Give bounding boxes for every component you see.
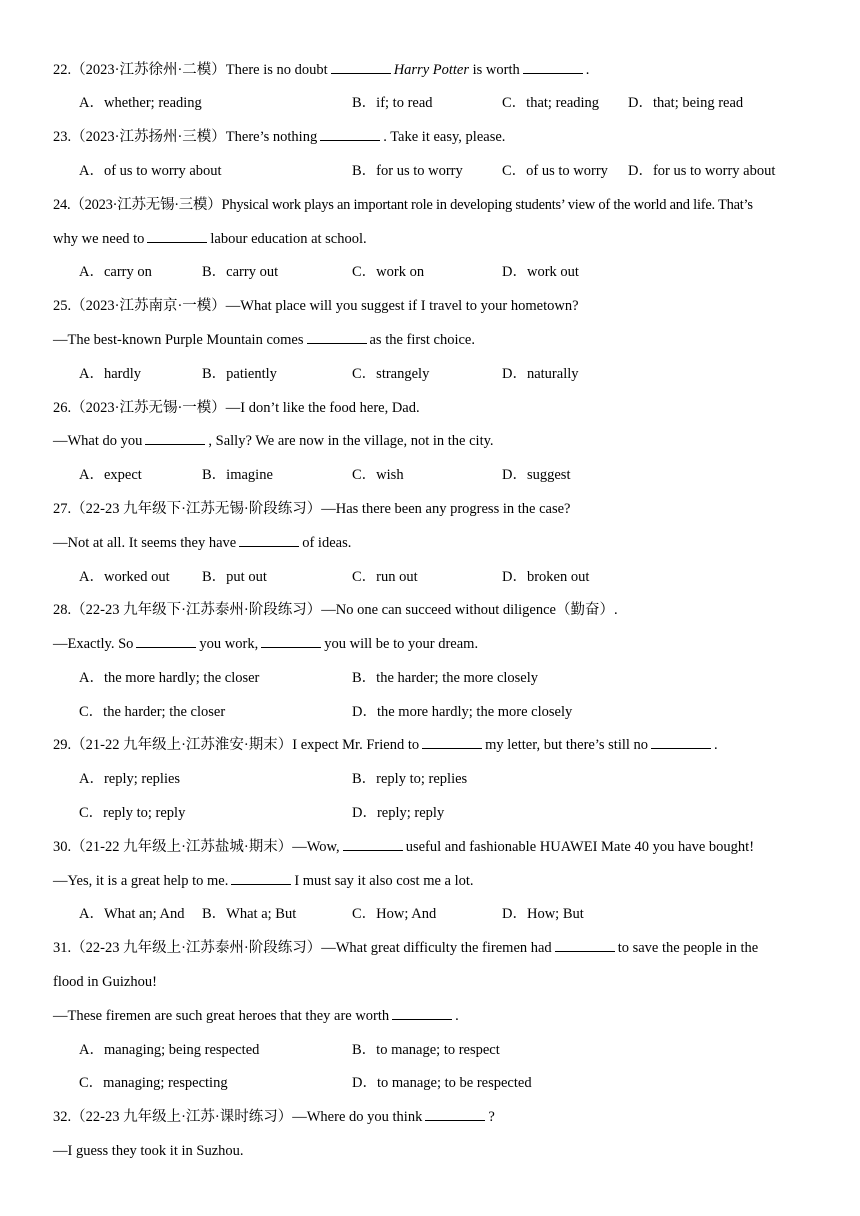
question-source: （2023·江苏无锡·一模）: [71, 400, 226, 416]
question-23: 23.（2023·江苏扬州·三模）There’s nothing . Take it easy, please.: [53, 129, 506, 145]
option-b: B．to manage; to respect: [352, 1042, 500, 1058]
option-a: A．whether; reading: [79, 95, 202, 111]
answer-blank: [231, 871, 291, 885]
option-c: C．How; And: [352, 906, 437, 922]
option-d: D．work out: [502, 264, 579, 280]
answer-blank: [147, 229, 207, 243]
question-source: （22-23 九年级下·江苏泰州·阶段练习）: [71, 602, 322, 618]
option-c: C．reply to; reply: [79, 805, 186, 821]
question-source: （2023·江苏无锡·三模）: [70, 197, 222, 213]
option-a: A．of us to worry about: [79, 163, 222, 179]
option-b: B．reply to; replies: [352, 771, 468, 787]
question-source: （22-23 九年级上·江苏·课时练习）: [71, 1109, 293, 1125]
option-b: B．for us to worry: [352, 163, 463, 179]
answer-blank: [307, 330, 367, 344]
question-29: 29.（21-22 九年级上·江苏淮安·期末）I expect Mr. Friend to my letter, but there’s still no .: [53, 737, 718, 753]
question-number: 30.: [53, 839, 72, 855]
option-b: B．What a; But: [202, 906, 297, 922]
question-32: 32.（22-23 九年级上·江苏·课时练习）—Where do you think ?: [53, 1109, 495, 1125]
answer-blank: [261, 634, 321, 648]
answer-blank: [425, 1107, 485, 1121]
question-25: 25.（2023·江苏南京·一模）—What place will you suggest if I travel to your hometown?: [53, 298, 579, 314]
answer-blank: [392, 1006, 452, 1020]
option-a: A．worked out: [79, 569, 170, 585]
option-b: B．patiently: [202, 366, 277, 382]
option-a: A．managing; being respected: [79, 1042, 260, 1058]
question-number: 31.: [53, 940, 72, 956]
option-a: A．expect: [79, 467, 142, 483]
option-a: A．What an; And: [79, 906, 185, 922]
option-d: D．naturally: [502, 366, 579, 382]
answer-blank: [651, 735, 711, 749]
answer-blank: [145, 431, 205, 445]
option-c: C．of us to worry: [502, 163, 608, 179]
option-c: C．strangely: [352, 366, 430, 382]
option-c: C．work on: [352, 264, 425, 280]
question-source: （22-23 九年级上·江苏泰州·阶段练习）: [71, 940, 322, 956]
question-source: （2023·江苏南京·一模）: [71, 298, 226, 314]
question-source: （22-23 九年级下·江苏无锡·阶段练习）: [71, 501, 322, 517]
question-28: 28.（22-23 九年级下·江苏泰州·阶段练习）—No one can succeed without diligence（勤奋）.: [53, 602, 618, 618]
question-number: 26.: [53, 400, 72, 416]
answer-blank: [320, 127, 380, 141]
question-number: 27.: [53, 501, 72, 517]
answer-blank: [331, 60, 391, 74]
answer-blank: [422, 735, 482, 749]
option-d: D．for us to worry about: [628, 163, 776, 179]
option-d: D．that; being read: [628, 95, 744, 111]
question-source: （2023·江苏徐州·二模）: [71, 62, 226, 78]
question-number: 32.: [53, 1109, 72, 1125]
question-number: 22.: [53, 62, 72, 78]
question-30: 30.（21-22 九年级上·江苏盐城·期末）—Wow, useful and fashionable HUAWEI Mate 40 you have bought!: [53, 839, 755, 855]
question-22: 22.（2023·江苏徐州·二模）There is no doubt Harry Potter is worth .: [53, 62, 590, 78]
question-number: 29.: [53, 737, 72, 753]
option-b: B．the harder; the more closely: [352, 670, 539, 686]
option-a: A．carry on: [79, 264, 152, 280]
answer-blank: [343, 837, 403, 851]
option-b: B．put out: [202, 569, 267, 585]
option-b: B．imagine: [202, 467, 273, 483]
option-d: D．broken out: [502, 569, 590, 585]
question-source: （21-22 九年级上·江苏淮安·期末）: [71, 737, 293, 753]
option-c: C．that; reading: [502, 95, 600, 111]
option-b: B．if; to read: [352, 95, 433, 111]
option-a: A．the more hardly; the closer: [79, 670, 260, 686]
question-number: 28.: [53, 602, 72, 618]
answer-blank: [136, 634, 196, 648]
option-c: C．run out: [352, 569, 418, 585]
option-b: B．carry out: [202, 264, 279, 280]
question-31: 31.（22-23 九年级上·江苏泰州·阶段练习）—What great difficulty the firemen had to save the people in the: [53, 940, 759, 956]
worksheet-page: 22.（2023·江苏徐州·二模）There is no doubt Harry Potter is worth . A．whether; reading B．if; to read C．that; reading D．that; being read 23.（2023·江苏扬州·三模）There’s nothing . Take it easy, please. A．of us to worry about B．for us to worry C．of us to worry D．for us to worry about 24.（2023·江苏无锡·三模）Physical work plays an important role in developing students’ view of the world and life. That’s why we need to labour education at school. A．carry on B．carry out C．work on D．work out 25.（2023·江苏南京·一模）—What place will you suggest if I travel to your hometown? —The best-known Purple Mountain comes as the first choice. A．hardly B．patiently C．strangely D．naturally 26.（2023·江苏无锡·一模）—I don’t like the food here, Dad. —What do you , Sally? We are now in the village, not in the city. A．expect B．imagine C．wish D．suggest 27.（22-23 九年级下·江苏无锡·阶段练习）—Has there been any progress in the case? —Not at all. It seems they have of ideas. A．worked out B．put out C．run out D．broken out 28.（22-23 九年级下·江苏泰州·阶段练习）—No one can succeed without diligence（勤奋）. —Exactly. So you work, you will be to your dream. A．the more hardly; the closer B．the harder; the more closely C．the harder; the closer D．the more hardly; the more closely 29.（21-22 九年级上·江苏淮安·期末）I expect Mr. Friend to my letter, but there’s still no . A．reply; replies B．reply to; replies C．reply to; reply D．reply; reply 30.（21-22 九年级上·江苏盐城·期末）—Wow, useful and fashionable HUAWEI Mate 40 you have bought! —Yes, it is a great help to me. I must say it also cost me a lot. A．What an; And B．What a; But C．How; And D．How; But 31.（22-23 九年级上·江苏泰州·阶段练习）—What great difficulty the firemen had to save the people in the flood in Guizhou! —These firemen are such great heroes that they are worth . A．managing; being respected B．to manage; to respect C．managing; respecting D．to manage; to be respected 32.（22-23 九年级上·江苏·课时练习）—Where do you think ? —I guess they took it in Suzhou.: [53, 62, 776, 1159]
question-number: 25.: [53, 298, 72, 314]
question-27: 27.（22-23 九年级下·江苏无锡·阶段练习）—Has there been any progress in the case?: [53, 501, 571, 517]
option-d: D．to manage; to be respected: [352, 1075, 532, 1091]
option-c: C．the harder; the closer: [79, 704, 226, 720]
option-d: D．reply; reply: [352, 805, 445, 821]
answer-blank: [555, 938, 615, 952]
option-d: D．the more hardly; the more closely: [352, 704, 573, 720]
question-number: 23.: [53, 129, 72, 145]
option-d: D．suggest: [502, 467, 571, 483]
answer-blank: [239, 533, 299, 547]
question-source: （21-22 九年级上·江苏盐城·期末）: [71, 839, 293, 855]
option-c: C．wish: [352, 467, 404, 483]
option-a: A．reply; replies: [79, 771, 181, 787]
question-26: 26.（2023·江苏无锡·一模）—I don’t like the food here, Dad.: [53, 400, 420, 416]
answer-blank: [523, 60, 583, 74]
question-number: 24.: [53, 197, 71, 213]
option-d: D．How; But: [502, 906, 584, 922]
option-a: A．hardly: [79, 366, 142, 382]
option-c: C．managing; respecting: [79, 1075, 228, 1091]
question-source: （2023·江苏扬州·三模）: [71, 129, 226, 145]
question-24: 24.（2023·江苏无锡·三模）Physical work plays an important role in developing students’ view of the world and life. That’s: [53, 197, 753, 213]
